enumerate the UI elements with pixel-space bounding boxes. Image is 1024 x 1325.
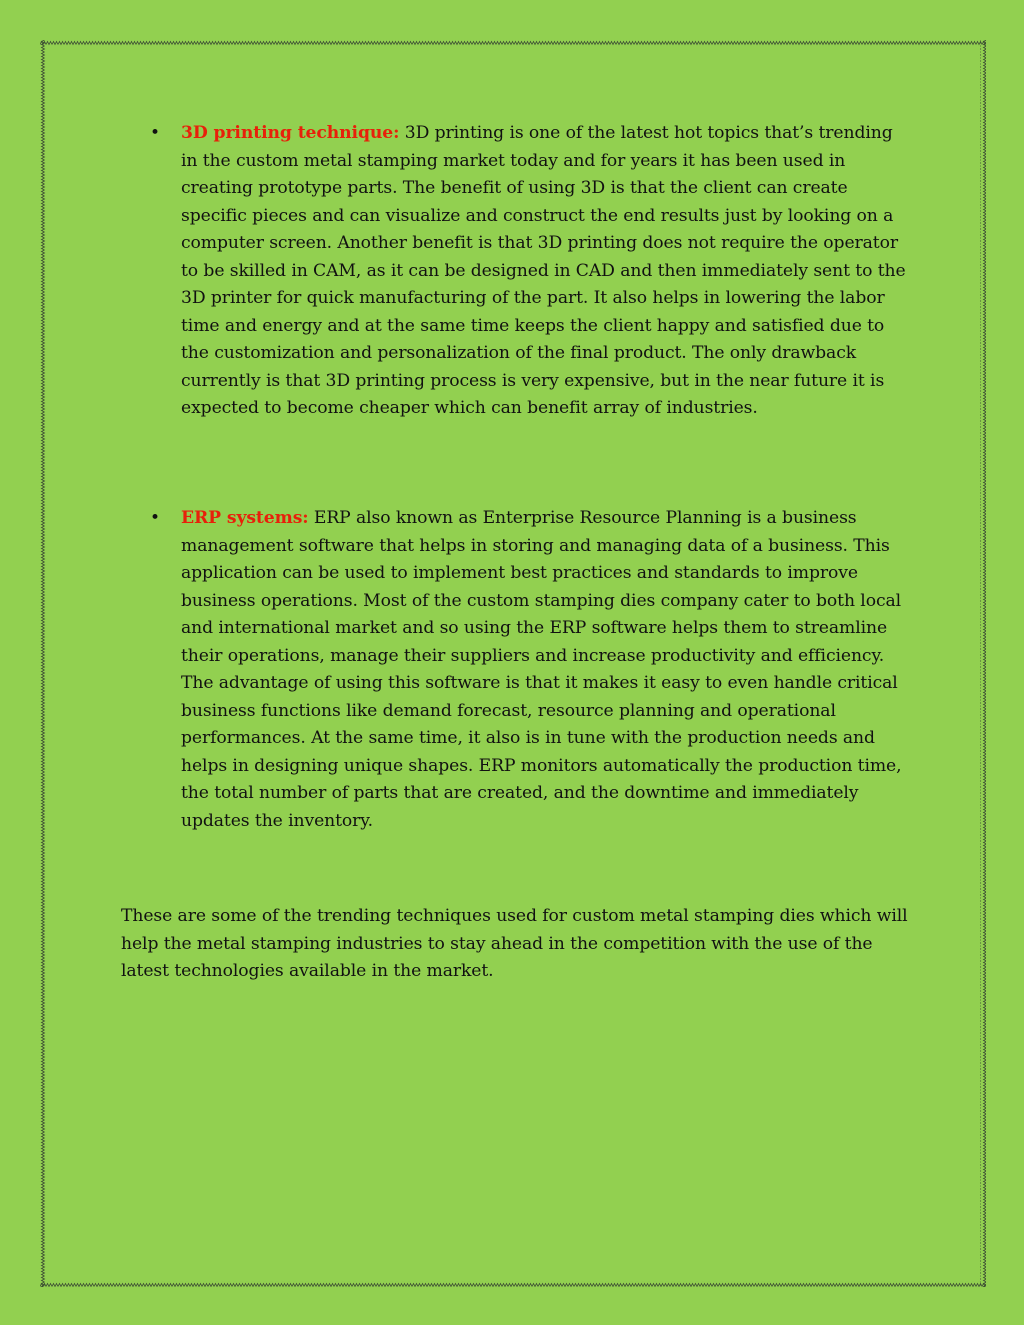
list-item-3d-printing <box>150 120 906 423</box>
list-item-body: 3D printing is one of the latest hot topics that’s trending in the custom metal stamping market today and for years it has been used in creating prototype parts. The benefit of using 3D is that the client can create specific pieces and can visualize and construct the end results just by looking on a computer screen. Another benefit is that 3D printing does not require the operator to be skilled in CAM, as it can be designed in CAD and then immediately sent to the 3D printer for quick manufacturing of the part. It also helps in lowering the labor time and energy and at the same time keeps the client happy and satisfied due to the customization and personalization of the final product. The only drawback currently is that 3D printing process is very expensive, but in the near future it is expected to become cheaper which can benefit array of industries. <box>181 123 906 418</box>
bullet-icon: • <box>150 508 160 528</box>
conclusion-paragraph: These are some of the trending techniques used for custom metal stamping dies which will help the metal stamping industries to stay ahead in the competition with the use of the latest technologies available in the market. <box>121 906 908 981</box>
list-item-heading: 3D printing technique: <box>181 123 400 143</box>
list-item-body: ERP also known as Enterprise Resource Planning is a business management software that helps in storing and managing data of a business. This application can be used to implement best practices and standards to improve business operations. Most of the custom stamping dies company cater to both local and international market and so using the ERP software helps them to streamline their operations, manage their suppliers and increase productivity and efficiency. The advantage of using this software is that it makes it easy to even handle critical business functions like demand forecast, resource planning and operational performances. At the same time, it also is in tune with the production needs and helps in designing unique shapes. ERP monitors automatically the production time, the total number of parts that are created, and the downtime and immediately updates the inventory. <box>181 508 902 831</box>
list-item-erp-systems <box>150 505 906 835</box>
bullet-icon: • <box>150 123 160 143</box>
list-item-heading: ERP systems: <box>181 508 309 528</box>
